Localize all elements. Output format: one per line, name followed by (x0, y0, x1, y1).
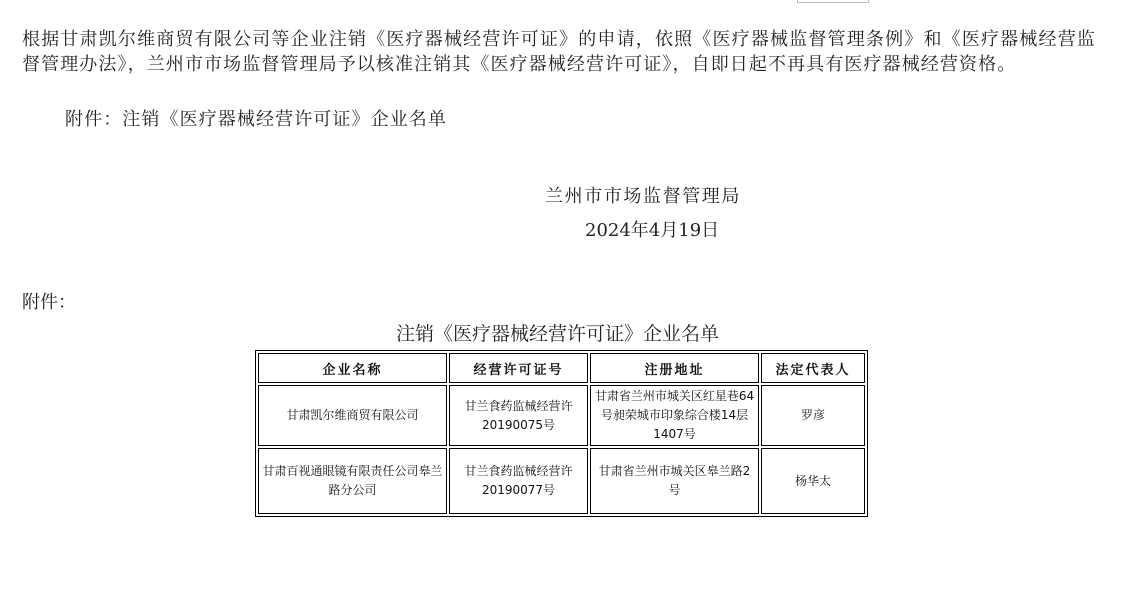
enterprise-name-cell (258, 448, 447, 514)
issue-date: 2024年4月19日 (585, 220, 720, 241)
license-line: 20190077号 (481, 483, 556, 497)
enterprise-name: 甘肃凯尔维商贸有限公司 (286, 408, 419, 422)
header-license-number: 经营许可证号 (449, 353, 588, 383)
representative-cell (761, 385, 865, 446)
enterprise-table (255, 350, 868, 517)
representative-name: 罗彦 (800, 408, 825, 422)
address-line: 甘肃省兰州市城关区皋兰路2 (598, 464, 751, 478)
table-title: 注销《医疗器械经营许可证》企业名单 (395, 323, 719, 345)
address-line: 1407号 (653, 427, 696, 441)
table-row (258, 385, 865, 446)
header-enterprise-name: 企业名称 (258, 353, 447, 383)
enterprise-name-cell (258, 385, 447, 446)
license-line: 20190075号 (481, 417, 556, 432)
attachment-label: 附件： (22, 292, 76, 313)
address-line: 号昶荣城市印象综合楼14层 (600, 408, 749, 422)
license-number-cell (449, 385, 588, 446)
representative-name: 杨华太 (794, 473, 831, 488)
license-line: 甘兰食药监械经营许 (464, 398, 573, 413)
license-line: 甘兰食药监械经营许 (464, 464, 573, 478)
notice-paragraph: 根据甘肃凯尔维商贸有限公司等企业注销《医疗器械经营许可证》的申请，依照《医疗器械监督管理条例》和《医疗器械经营监督管理办法》，兰州市市场监督管理局予以核准注销其《医疗器械经营许可证》，自即日起不再具有医疗器械经营资格。 (22, 29, 1096, 75)
top-edge-box (797, 0, 869, 3)
address-cell (590, 385, 759, 446)
header-legal-representative: 法定代表人 (761, 353, 865, 383)
issuer-signature: 兰州市市场监督管理局 (545, 186, 741, 207)
license-number-cell (449, 448, 588, 514)
table-row (258, 448, 865, 514)
representative-cell (761, 448, 865, 514)
attachment-reference: 附件：注销《医疗器械经营许可证》企业名单 (65, 109, 447, 130)
address-line: 号 (668, 483, 681, 497)
enterprise-name-line: 路分公司 (328, 483, 377, 497)
header-registered-address: 注册地址 (590, 353, 759, 383)
enterprise-name-line: 甘肃百视通眼镜有限责任公司皋兰 (262, 464, 443, 478)
table-header-row (258, 353, 865, 383)
address-cell (590, 448, 759, 514)
address-line: 甘肃省兰州市城关区红星巷64 (594, 389, 755, 403)
